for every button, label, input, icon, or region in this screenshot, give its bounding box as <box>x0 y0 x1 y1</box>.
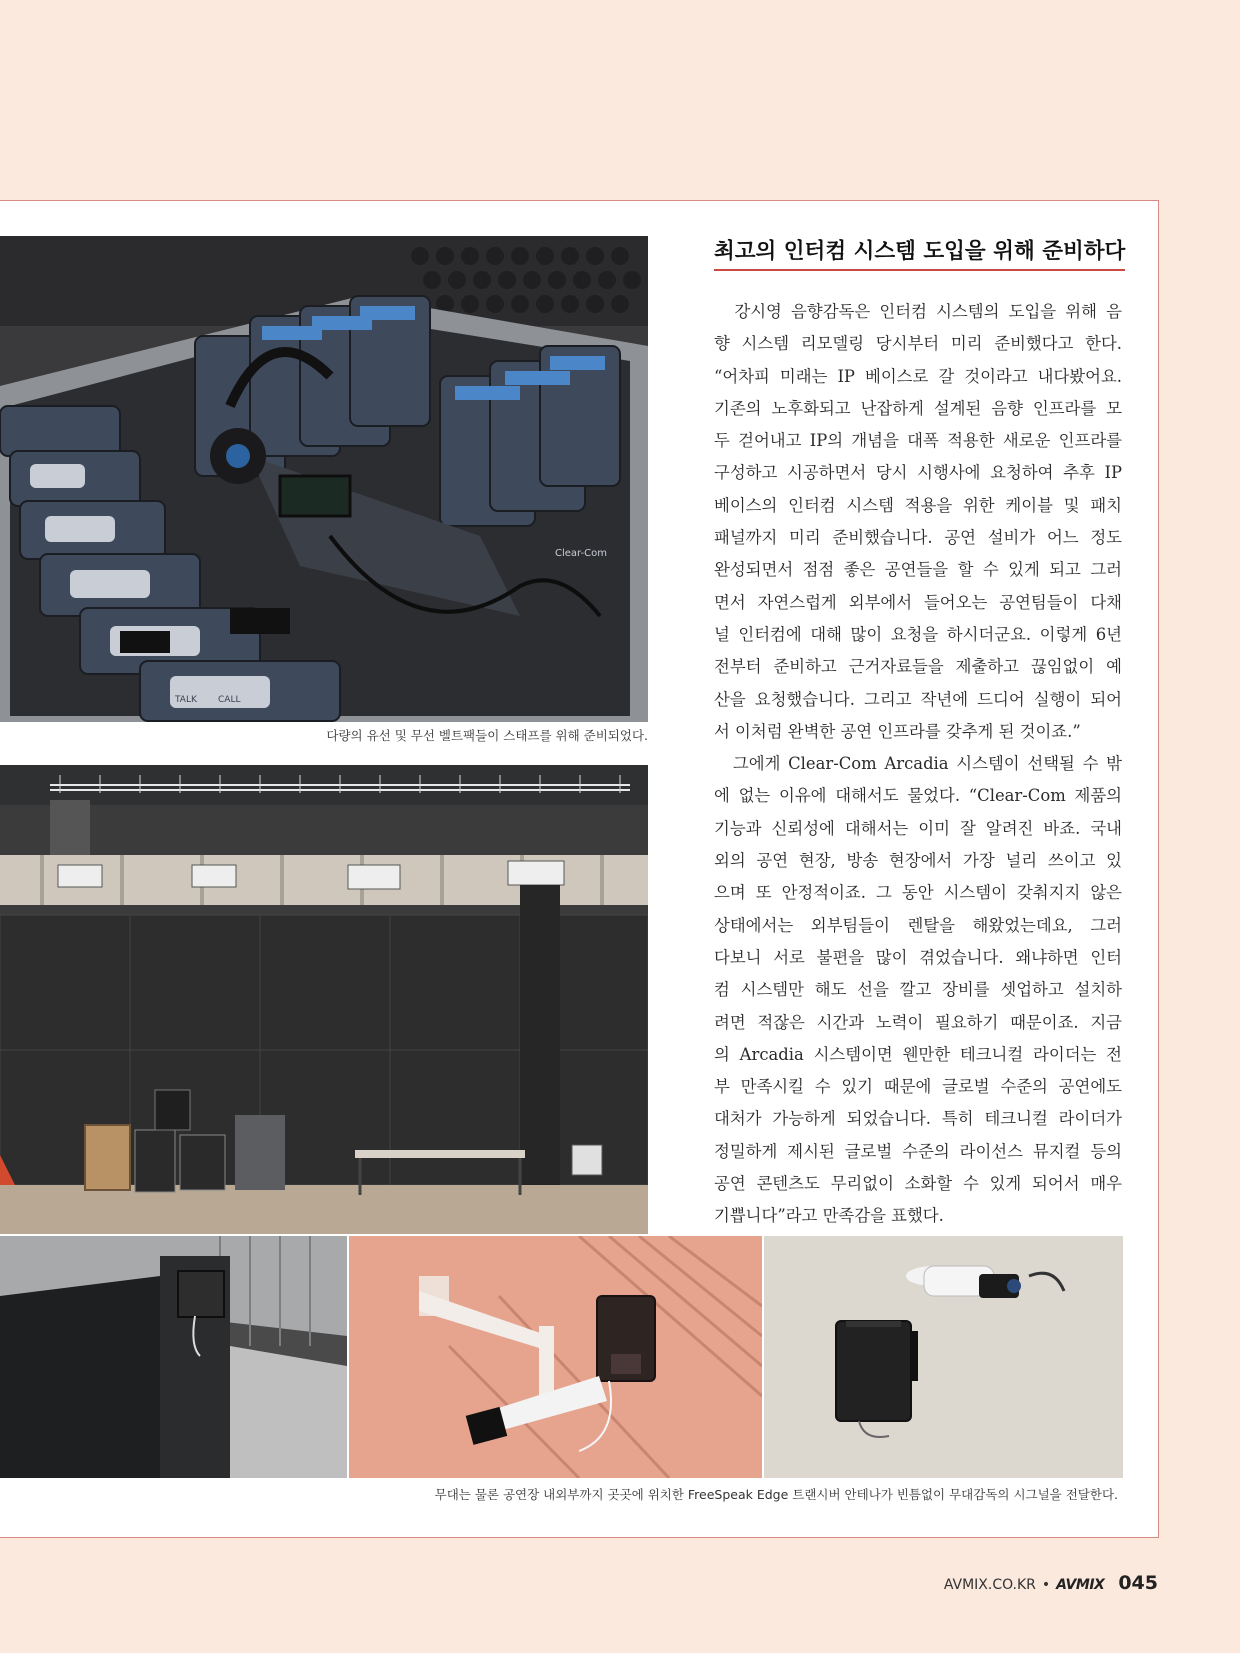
ceiling-camera-illustration <box>764 1236 1123 1478</box>
body-line: 다보니 서로 불편을 많이 겪었습니다. 왜냐하면 인터 <box>714 947 1122 967</box>
body-line: 에 없는 이유에 대해서도 물었다. “Clear-Com 제품의 <box>714 786 1122 806</box>
body-line: 부 만족시킬 수 있기 때문에 글로벌 수준의 공연에도 <box>714 1077 1122 1097</box>
body-line: 기쁩니다”라고 만족감을 표했다. <box>714 1206 944 1226</box>
footer-separator: • <box>1041 1577 1051 1593</box>
balcony-photo <box>0 1236 347 1478</box>
article-heading: 최고의 인터컴 시스템 도입을 위해 준비하다 <box>714 234 1125 271</box>
body-line: 대처가 가능하게 되었습니다. 특히 테크니컬 라이더가 <box>714 1109 1122 1129</box>
body-line: 완성되면서 점점 좋은 공연들을 할 수 있게 되고 그러 <box>714 560 1122 580</box>
body-line: 기능과 신뢰성에 대해서는 이미 잘 알려진 바죠. 국내 <box>714 818 1122 838</box>
article-body <box>714 296 1122 1233</box>
call-button-label: CALL <box>218 695 241 705</box>
beltpacks-caption: 다량의 유선 및 무선 벨트팩들이 스태프를 위해 준비되었다. <box>326 728 648 743</box>
wood-ceiling-photo <box>349 1236 762 1478</box>
page-number: 045 <box>1118 1572 1158 1594</box>
page-footer <box>944 1572 1158 1594</box>
body-line: 공연 콘텐츠도 무리없이 소화할 수 있게 되어서 매우 <box>714 1174 1122 1194</box>
body-line: 패널까지 미리 준비했습니다. 공연 설비가 어느 정도 <box>714 528 1122 548</box>
body-line: 의 Arcadia 시스템이면 웬만한 테크니컬 라이더는 전 <box>714 1044 1122 1064</box>
balcony-illustration <box>0 1236 347 1478</box>
transceivers-caption: 무대는 물론 공연장 내외부까지 곳곳에 위치한 FreeSpeak Edge 트랜시버 안테나가 빈틈없이 무대감독의 시그널을 전달한다. <box>434 1487 1118 1502</box>
talk-button-label: TALK <box>175 695 197 705</box>
body-line: 구성하고 시공하면서 당시 시행사에 요청하여 추후 IP <box>714 463 1122 483</box>
body-line: 베이스의 인터컴 시스템 적용을 위한 케이블 및 패치 <box>714 495 1122 515</box>
magazine-logo: AVMIX <box>1056 1577 1105 1593</box>
body-line: 으며 또 안정적이죠. 그 동안 시스템이 갖춰지지 않은 <box>714 883 1122 903</box>
body-line: 면서 자연스럽게 외부에서 들어오는 공연팀들이 다채 <box>714 592 1122 612</box>
body-line: 기존의 노후화되고 난잡하게 설계된 음향 인프라를 모 <box>714 398 1122 418</box>
stage-illustration <box>0 765 648 1234</box>
body-line: “어차피 미래는 IP 베이스로 갈 것이라고 내다봤어요. <box>714 366 1122 386</box>
ceiling-camera-photo <box>764 1236 1123 1478</box>
wood-ceiling-illustration <box>349 1236 762 1478</box>
beltpacks-illustration <box>0 236 648 722</box>
body-line: 강시영 음향감독은 인터컴 시스템의 도입을 위해 음 <box>714 302 1122 321</box>
brand-label: Clear-Com <box>555 548 607 559</box>
body-line: 외의 공연 현장, 방송 현장에서 가장 널리 쓰이고 있 <box>714 851 1122 871</box>
body-line: 전부터 준비하고 근거자료들을 제출하고 끊임없이 예 <box>714 657 1122 677</box>
body-line: 두 걷어내고 IP의 개념을 대폭 적용한 새로운 인프라를 <box>714 431 1122 451</box>
body-line: 널 인터컴에 대해 많이 요청을 하시더군요. 이렇게 6년 <box>714 624 1122 644</box>
body-line: 컴 시스템만 해도 선을 깔고 장비를 셋업하고 설치하 <box>714 980 1122 1000</box>
body-line: 향 시스템 리모델링 당시부터 미리 준비했다고 한다. <box>714 334 1122 354</box>
body-line: 려면 적잖은 시간과 노력이 필요하기 때문이죠. 지금 <box>714 1012 1122 1032</box>
body-line: 정밀하게 제시된 글로벌 수준의 라이선스 뮤지컬 등의 <box>714 1141 1122 1161</box>
beltpacks-photo <box>0 236 648 722</box>
body-line: 산을 요청했습니다. 그리고 작년에 드디어 실행이 되어 <box>714 689 1122 709</box>
body-line: 서 이처럼 완벽한 공연 인프라를 갖추게 된 것이죠.” <box>714 721 1081 741</box>
stage-photo <box>0 765 648 1234</box>
body-line: 상태에서는 외부팀들이 렌탈을 해왔었는데요, 그러 <box>714 915 1122 935</box>
site-url[interactable]: AVMIX.CO.KR <box>943 1577 1036 1593</box>
body-line: 그에게 Clear-Com Arcadia 시스템이 선택될 수 밖 <box>714 754 1122 774</box>
